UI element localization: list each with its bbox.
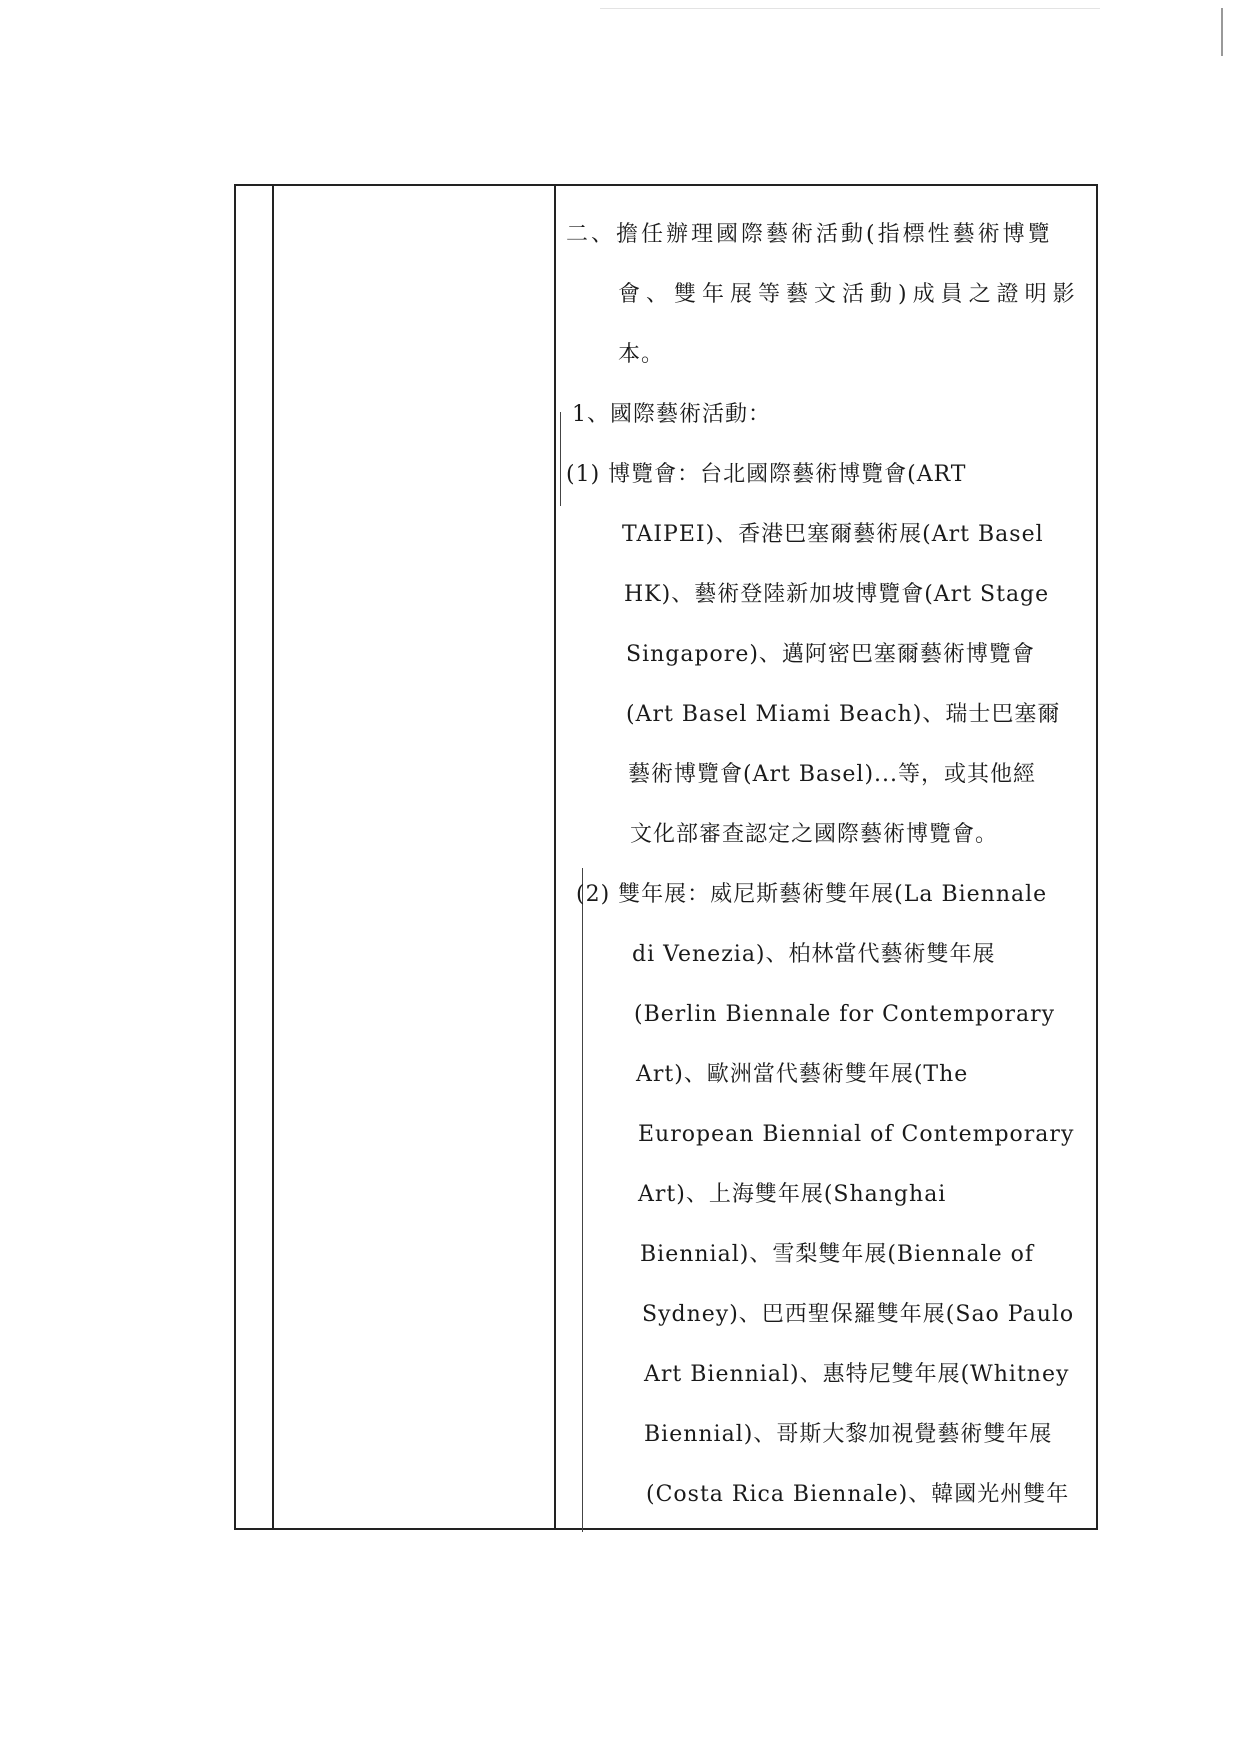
text-line: 會、雙年展等藝文活動)成員之證明影	[618, 282, 1081, 307]
text-line: Biennial)、雪梨雙年展(Biennale of	[640, 1242, 1035, 1267]
text-line: Art)、上海雙年展(Shanghai	[638, 1182, 947, 1207]
text-line: Art Biennial)、惠特尼雙年展(Whitney	[644, 1362, 1070, 1387]
text-line: European Biennial of Contemporary	[638, 1122, 1075, 1147]
text-line: (1) 博覽會：台北國際藝術博覽會(ART	[566, 462, 967, 487]
text-line: (Art Basel Miami Beach)、瑞士巴塞爾	[626, 702, 1061, 727]
text-line: 本。	[618, 342, 665, 367]
text-line: 藝術博覽會(Art Basel)...等，或其他經	[628, 762, 1037, 787]
scan-artifact-line	[600, 8, 1100, 9]
document-table	[234, 184, 1098, 1530]
text-line: Biennial)、哥斯大黎加視覺藝術雙年展	[644, 1422, 1053, 1447]
scan-edge-mark	[1221, 8, 1223, 56]
text-line: 1、國際藝術活動：	[572, 402, 771, 427]
text-line: 文化部審查認定之國際藝術博覽會。	[630, 822, 999, 847]
text-line: (Costa Rica Biennale)、韓國光州雙年	[646, 1482, 1070, 1507]
document-text	[236, 186, 1096, 1528]
text-line: TAIPEI)、香港巴塞爾藝術展(Art Basel	[622, 522, 1044, 547]
text-line: HK)、藝術登陸新加坡博覽會(Art Stage	[624, 582, 1050, 607]
text-line: (2) 雙年展：威尼斯藝術雙年展(La Biennale	[576, 882, 1048, 907]
text-line: 二、擔任辦理國際藝術活動(指標性藝術博覽	[566, 222, 1053, 247]
text-line: Art)、歐洲當代藝術雙年展(The	[636, 1062, 969, 1087]
text-line: Sydney)、巴西聖保羅雙年展(Sao Paulo	[642, 1302, 1075, 1327]
text-line: (Berlin Biennale for Contemporary	[634, 1002, 1056, 1027]
text-line: di Venezia)、柏林當代藝術雙年展	[632, 942, 996, 967]
text-line: Singapore)、邁阿密巴塞爾藝術博覽會	[626, 642, 1035, 667]
